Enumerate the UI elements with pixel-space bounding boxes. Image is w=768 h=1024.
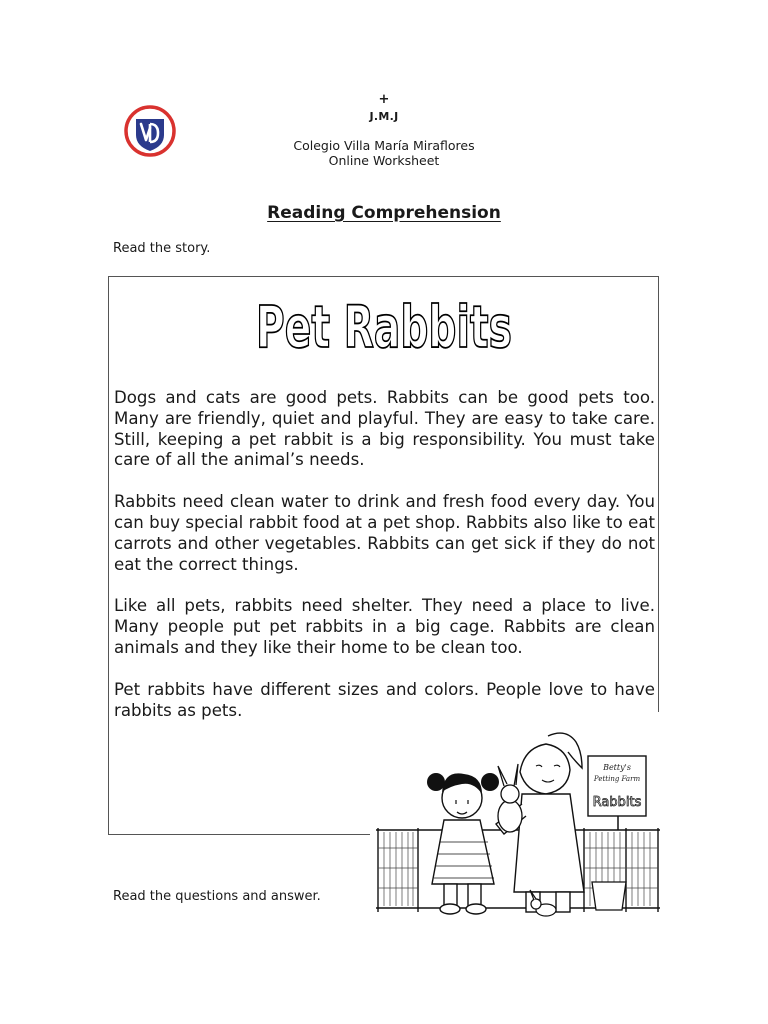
- story-title: [0, 292, 768, 356]
- sign-line-1: Betty's: [603, 763, 631, 772]
- page-title: Reading Comprehension: [267, 203, 501, 223]
- instruction-read: Read the story.: [113, 241, 211, 256]
- worksheet-subtitle: Online Worksheet: [328, 153, 440, 168]
- instruction-answer: Read the questions and answer.: [113, 889, 321, 904]
- girls-with-rabbits-illustration: [370, 712, 662, 924]
- sign-line-2: Petting Farm: [593, 775, 641, 783]
- story-paragraph: Rabbits need clean water to drink and fresh food every day. You can buy special rabbit food at a pet shop. Rabbits also like to eat carrots and other vegetables. Rabbits can get sick if they do not eat the correct things.: [114, 492, 655, 574]
- school-name: Colegio Villa María Miraflores: [293, 138, 475, 153]
- header-cross: +: [378, 92, 390, 107]
- story-paragraph: Dogs and cats are good pets. Rabbits can be good pets too. Many are friendly, quiet and playful. They are easy to take care. Still, keeping a pet rabbit is a big responsibility. You must take care of all the animal’s needs.: [114, 388, 655, 470]
- story-paragraph: Like all pets, rabbits need shelter. They need a place to live. Many people put pet rabbits in a big cage. Rabbits are clean animals and they like their home to be clean too.: [114, 596, 655, 657]
- header-initials: J.M.J: [369, 110, 399, 123]
- story-text: [114, 388, 655, 742]
- story-title-text: Pet Rabbits: [256, 293, 512, 356]
- sign-line-3: Rabbits: [592, 795, 642, 810]
- story-paragraph: Pet rabbits have different sizes and colors. People love to have rabbits as pets.: [114, 679, 655, 720]
